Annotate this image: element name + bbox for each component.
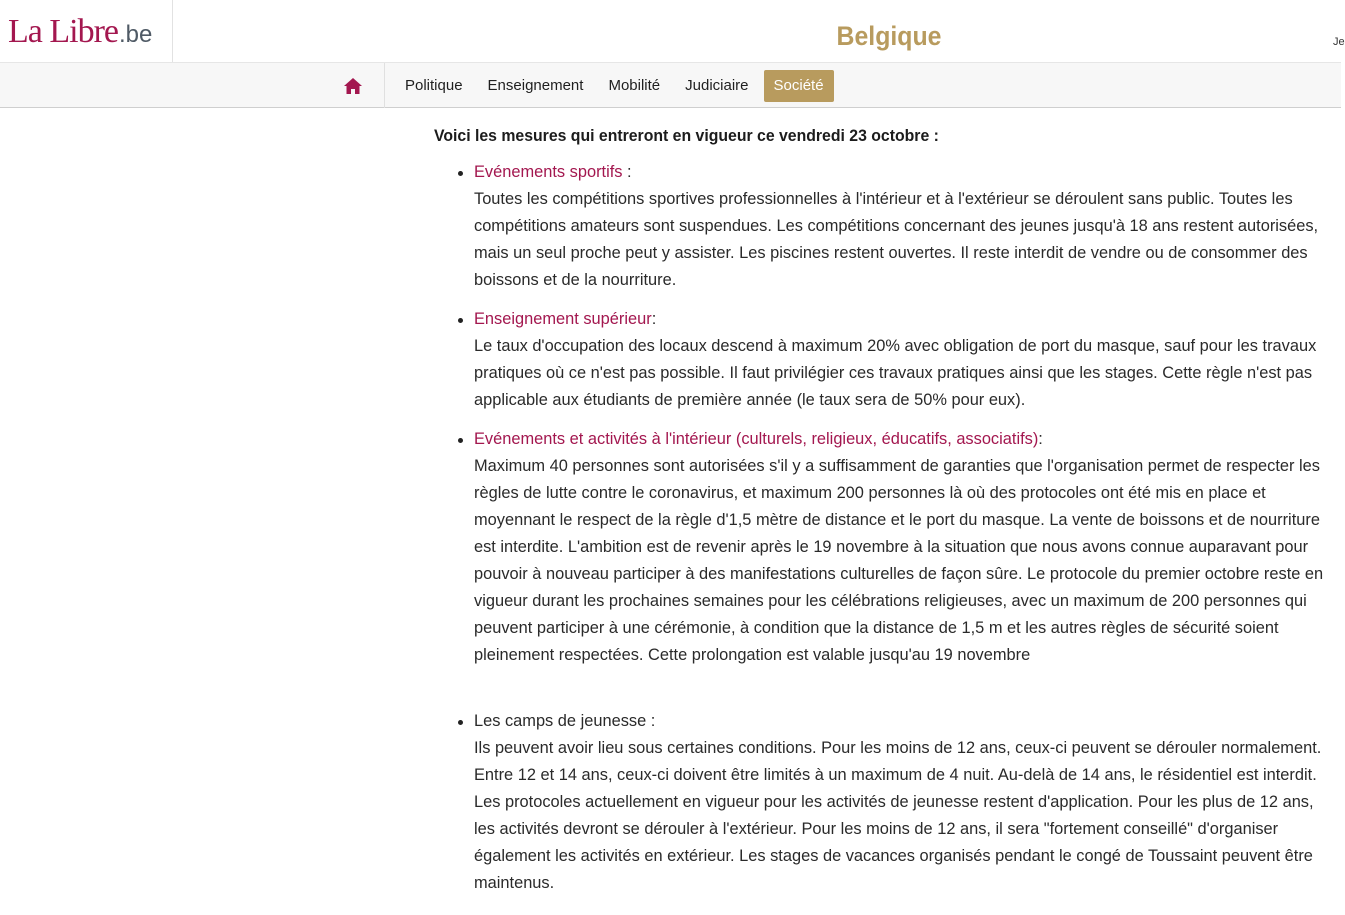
link-enseignement-superieur[interactable]: Enseignement supérieur xyxy=(474,310,652,328)
list-item-enseignement xyxy=(434,306,1334,414)
item-body: Le taux d'occupation des locaux descend à maximum 20% avec obligation de port du masque, sauf pour les travaux pratiques où ce n'est pas possible. Il faut privilégier ces travaux pratiques ainsi que les stages. Cette règle n'est pas applicable aux étudiants de première année (le taux sera de 50% pour eux). xyxy=(474,337,1317,409)
header-edge-text[interactable]: Je xyxy=(1333,36,1345,48)
item-body: Ils peuvent avoir lieu sous certaines conditions. Pour les moins de 12 ans, ceux-ci peuvent se dérouler normalement. Entre 12 et 14 ans, ceux-ci doivent être limités à un maximum de 4 nuit. Au-delà de 14 ans, le résidentiel est interdit. Les protocoles actuellement en vigueur pour les activités de jeunesse restent d'application. Pour les plus de 12 ans, les activités devront se dérouler à l'extérieur. Pour les moins de 12 ans, il sera "fortement conseillé" d'organiser également les activités en extérieur. Les stages de vacances organisés pendant le congé de Toussaint peuvent être maintenus. xyxy=(474,739,1322,892)
item-suffix: : xyxy=(622,163,632,181)
article-content xyxy=(434,122,1334,909)
nav-items xyxy=(395,70,839,102)
site-logo[interactable] xyxy=(8,14,152,53)
home-button[interactable] xyxy=(322,63,385,108)
section-title[interactable]: Belgique xyxy=(836,21,942,51)
item-body: Toutes les compétitions sportives professionnelles à l'intérieur et à l'extérieur se déroulent sans public. Toutes les compétitions amateurs sont suspendues. Les compétitions concernant des jeunes jusqu'à 18 ans restent autorisées, mais un seul proche peut y assister. Les piscines restent ouvertes. Il reste interdit de vendre ou de consommer des boissons et de la nourriture. xyxy=(474,190,1319,289)
item-title: Les camps de jeunesse : xyxy=(474,712,656,730)
list-item-sports xyxy=(434,159,1334,294)
section-nav xyxy=(0,62,1341,108)
item-body: Maximum 40 personnes sont autorisées s'il y a suffisamment de garanties que l'organisation permet de respecter les règles de lutte contre le coronavirus, et maximum 200 personnes là où des protocoles ont été mis en place et moyennant le respect de la règle d'1,5 mètre de distance et le port du masque. La vente de boissons et de nourriture est interdite. L'ambition est de revenir après le 19 novembre à la situation que nous avons connue auparavant pour pouvoir à nouveau participer à des manifestations culturelles de façon sûre. Le protocole du premier octobre reste en vigueur durant les prochaines semaines pour les célébrations religieuses, avec un maximum de 200 personnes qui peuvent participer à une cérémonie, à condition que la distance de 1,5 m et les autres règles de sécurité soient pleinement respectées. Cette prolongation est valable jusqu'au 19 novembre xyxy=(474,457,1324,664)
nav-item-societe[interactable]: Société xyxy=(764,70,834,102)
nav-item-enseignement[interactable]: Enseignement xyxy=(487,77,584,94)
article-lead: Voici les mesures qui entreront en vigueur ce vendredi 23 octobre : xyxy=(434,126,939,145)
nav-item-judiciaire[interactable]: Judiciaire xyxy=(685,77,749,94)
list-item-evenements-interieur xyxy=(434,426,1334,669)
item-suffix: : xyxy=(651,310,657,328)
nav-item-politique[interactable]: Politique xyxy=(405,77,463,94)
home-icon xyxy=(343,77,363,95)
site-header xyxy=(0,0,1345,62)
logo-main: La Libre xyxy=(8,13,118,50)
link-evenements-interieur[interactable]: Evénements et activités à l'intérieur (culturels, religieux, éducatifs, associatifs) xyxy=(474,430,1039,448)
logo-tld: .be xyxy=(119,21,153,48)
item-suffix: : xyxy=(1038,430,1043,448)
measures-list xyxy=(434,159,1334,897)
logo-container[interactable] xyxy=(0,0,173,62)
link-evenements-sportifs[interactable]: Evénements sportifs xyxy=(474,163,623,181)
list-item-camps xyxy=(434,708,1334,897)
nav-item-mobilite[interactable]: Mobilité xyxy=(608,77,661,94)
